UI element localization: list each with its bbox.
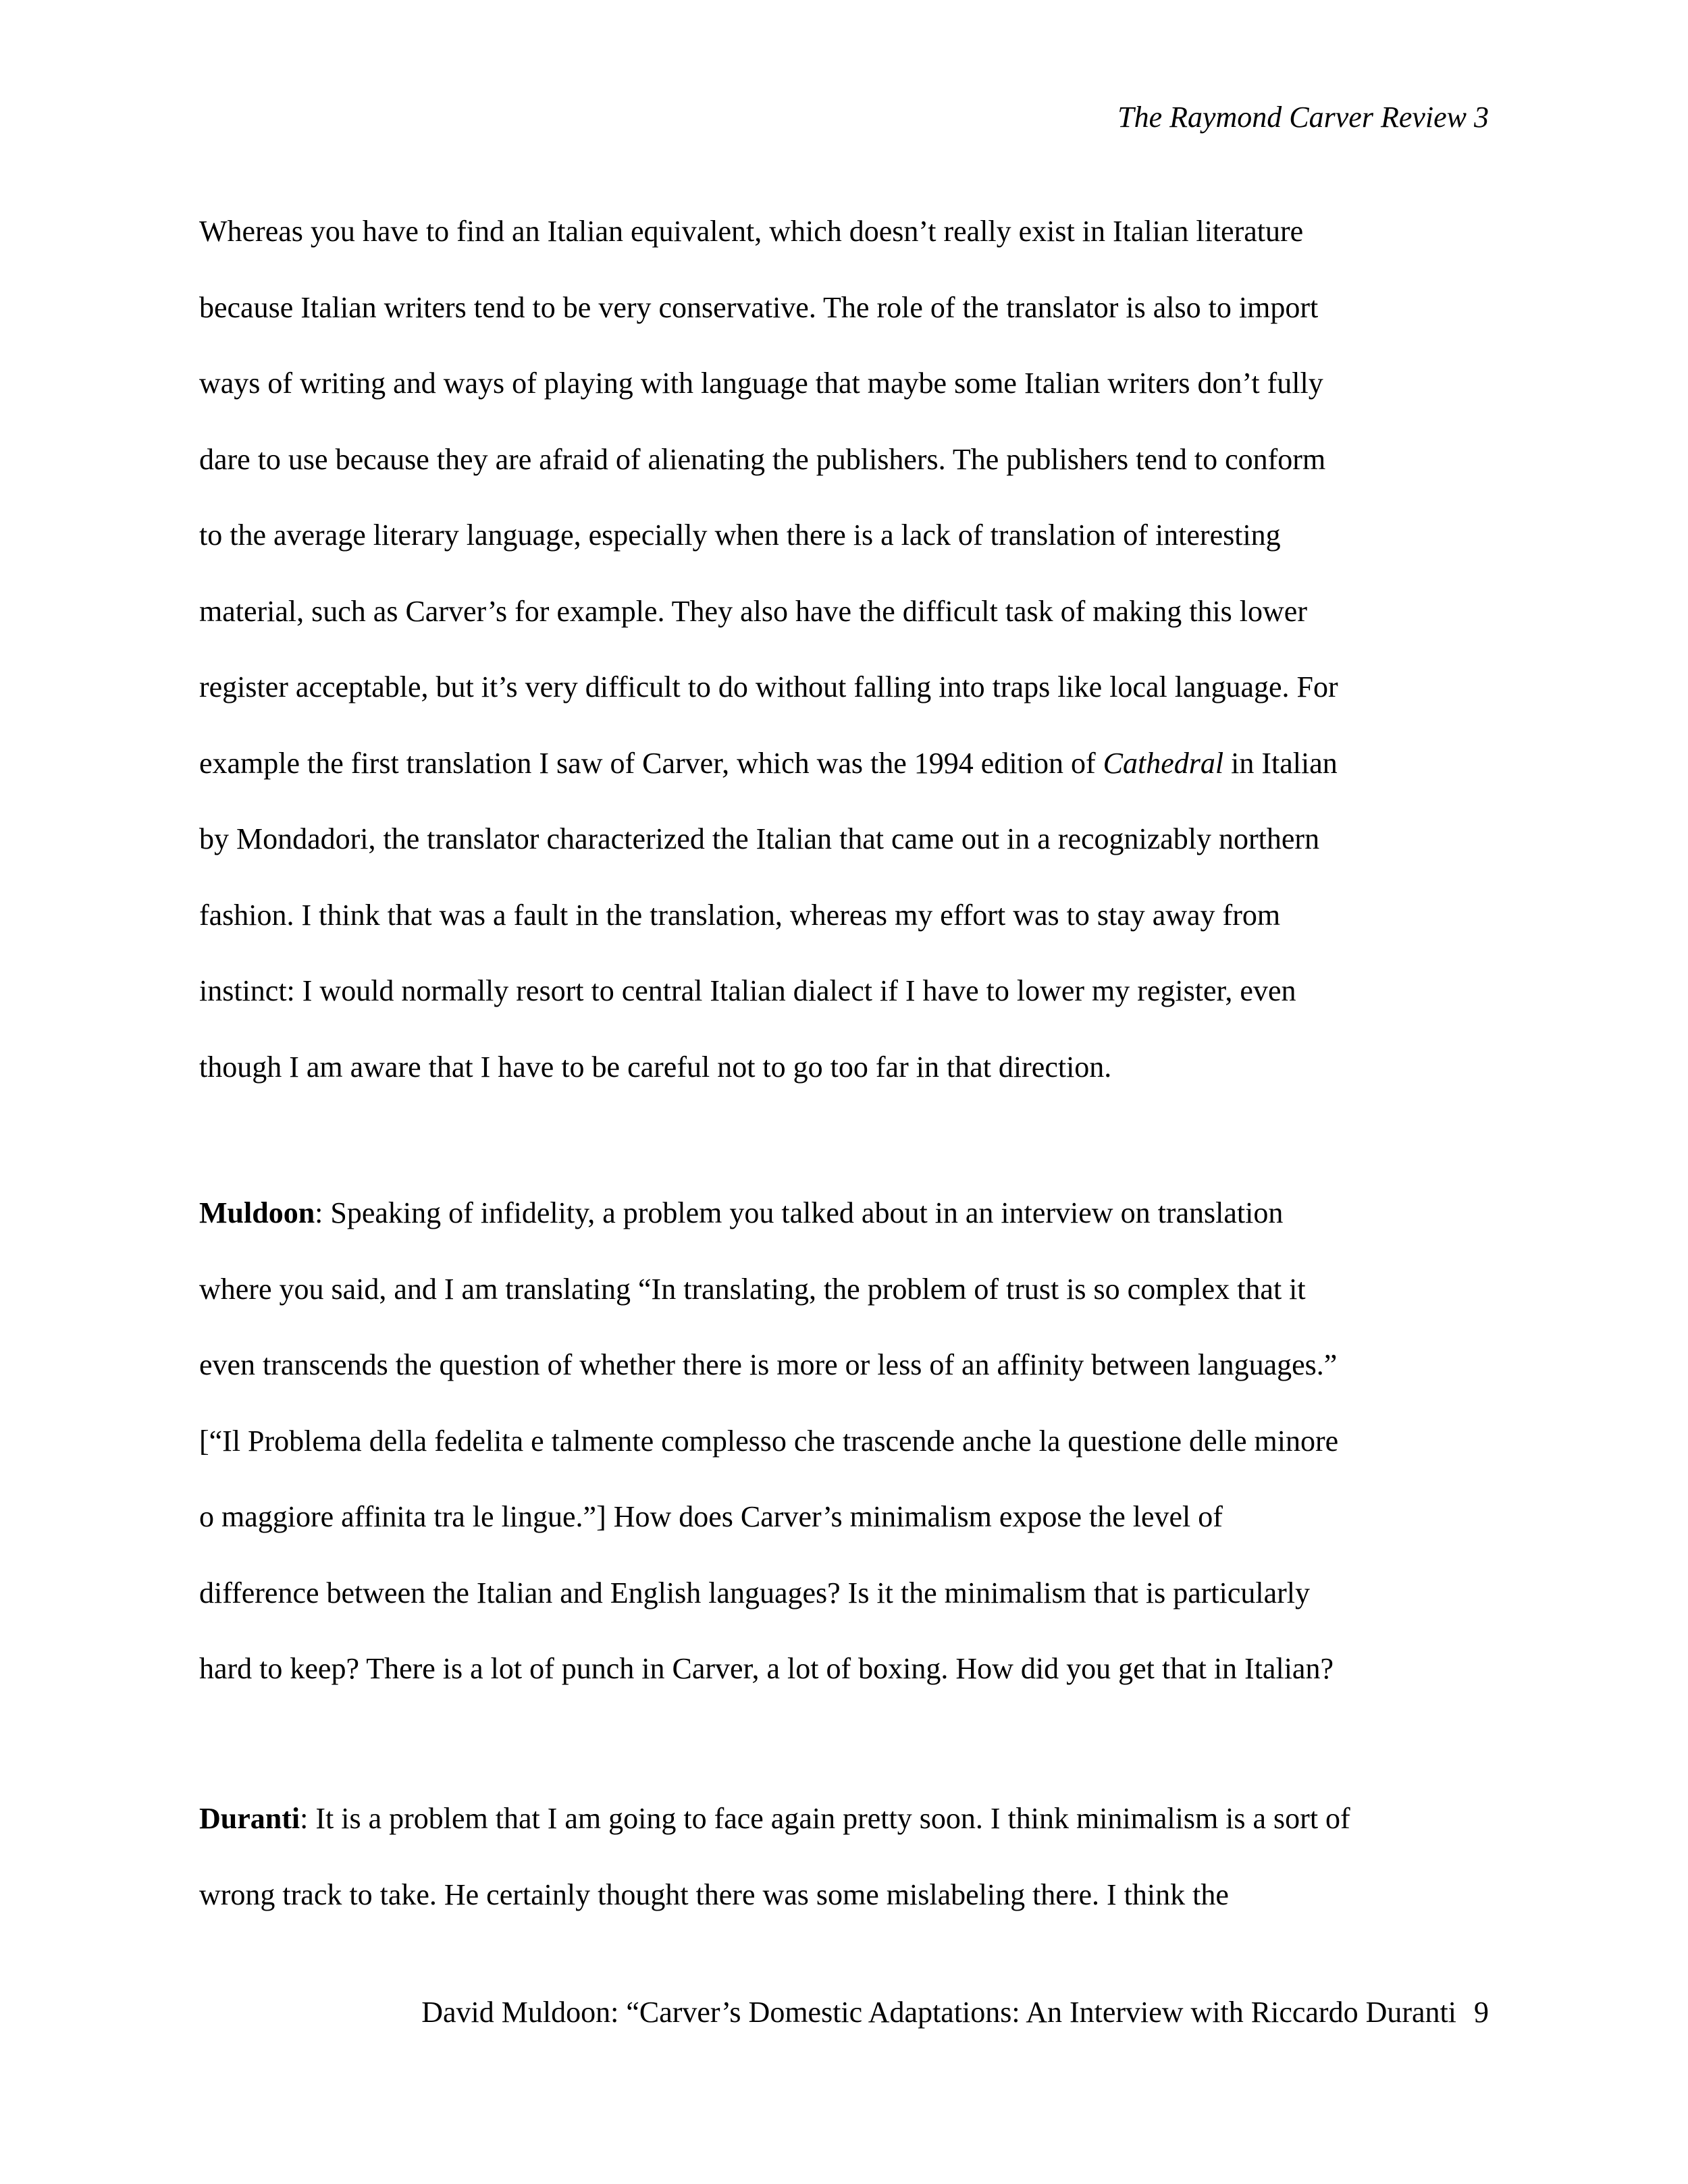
- text-line: [“Il Problema della fedelita e talmente complesso che trascende anche la questione delle minore: [199, 1424, 1339, 1458]
- text-line: where you said, and I am translating “In translating, the problem of trust is so complex that it: [199, 1272, 1306, 1306]
- text-line: because Italian writers tend to be very conservative. The role of the translator is also to import: [199, 290, 1319, 324]
- text-line: [199, 1781, 1509, 1857]
- speaker-name: Duranti: [199, 1802, 300, 1835]
- paragraph-3: [199, 1781, 1509, 1933]
- text-line: by Mondadori, the translator characterized the Italian that came out in a recognizably northern: [199, 822, 1320, 855]
- text-segment: : Speaking of infidelity, a problem you talked about in an interview on translation: [315, 1196, 1284, 1229]
- text-line: dare to use because they are afraid of alienating the publishers. The publishers tend to conform: [199, 442, 1326, 476]
- text-line: to the average literary language, especially when there is a lack of translation of interesting: [199, 518, 1281, 552]
- text-line: register acceptable, but it’s very difficult to do without falling into traps like local language. For: [199, 670, 1338, 703]
- page-number: 9: [1474, 1996, 1489, 2029]
- text-line: material, such as Carver’s for example. They also have the difficult task of making this lower: [199, 594, 1307, 628]
- text-line: o maggiore affinita tra le lingue.”] How does Carver’s minimalism expose the level of: [199, 1500, 1223, 1533]
- text-line: fashion. I think that was a fault in the translation, whereas my effort was to stay away from: [199, 898, 1281, 932]
- text-line: hard to keep? There is a lot of punch in Carver, a lot of boxing. How did you get that in Italian?: [199, 1652, 1334, 1685]
- text-line: even transcends the question of whether there is more or less of an affinity between languages.”: [199, 1348, 1338, 1381]
- footer-citation: David Muldoon: “Carver’s Domestic Adaptations: An Interview with Riccardo Duranti: [421, 1996, 1456, 2029]
- running-header: The Raymond Carver Review 3: [1117, 101, 1489, 134]
- text-line: difference between the Italian and English languages? Is it the minimalism that is particularly: [199, 1576, 1310, 1609]
- book-title: Cathedral: [1103, 746, 1224, 780]
- speaker-name: Muldoon: [199, 1196, 315, 1229]
- text-segment: example the first translation I saw of Carver, which was the 1994 edition of: [199, 746, 1096, 780]
- text-line: [199, 726, 1509, 802]
- text-line: [199, 1175, 1509, 1252]
- text-segment: : It is a problem that I am going to face again pretty soon. I think minimalism is a sort of: [300, 1802, 1350, 1835]
- text-line: ways of writing and ways of playing with language that maybe some Italian writers don’t fully: [199, 367, 1323, 400]
- paragraph-1: [199, 194, 1509, 1105]
- text-line: though I am aware that I have to be careful not to go too far in that direction.: [199, 1050, 1112, 1084]
- text-segment: in Italian: [1223, 746, 1338, 780]
- text-line: instinct: I would normally resort to central Italian dialect if I have to lower my register, even: [199, 974, 1296, 1007]
- page-footer: [421, 1995, 1489, 2029]
- text-line: Whereas you have to find an Italian equivalent, which doesn’t really exist in Italian literature: [199, 215, 1304, 248]
- paragraph-2: [199, 1175, 1509, 1707]
- text-line: wrong track to take. He certainly thought there was some mislabeling there. I think the: [199, 1877, 1229, 1911]
